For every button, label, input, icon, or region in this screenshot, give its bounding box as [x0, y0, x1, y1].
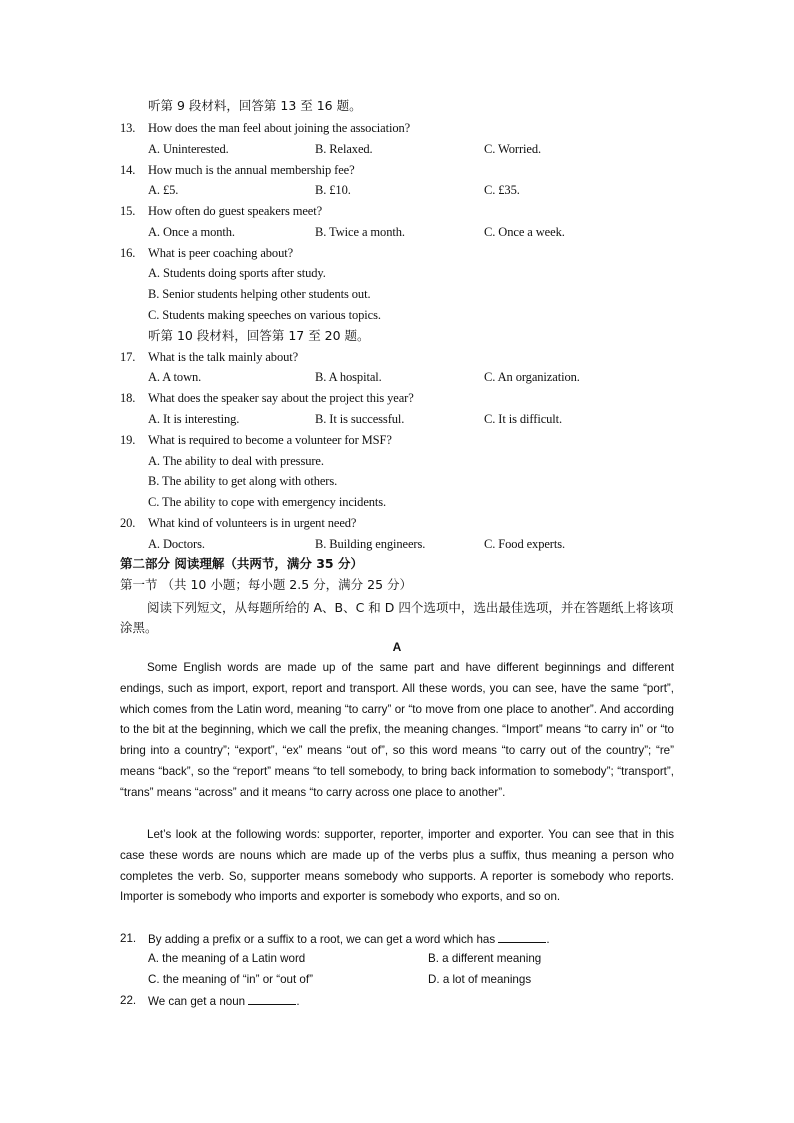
- question-17-option-c: C. An organization.: [484, 370, 580, 384]
- question-15-option-c: C. Once a week.: [484, 225, 565, 239]
- question-14-number: 14.: [120, 163, 136, 177]
- question-20-option-b: B. Building engineers.: [315, 537, 426, 551]
- question-13-option-a: A. Uninterested.: [148, 142, 229, 156]
- question-16-option-a: A. Students doing sports after study.: [148, 266, 326, 280]
- question-15-option-b: B. Twice a month.: [315, 225, 405, 239]
- question-21-option-c: C. the meaning of “in” or “out of”: [148, 973, 313, 986]
- question-21-option-a: A. the meaning of a Latin word: [148, 952, 306, 965]
- question-16-text: What is peer coaching about?: [148, 246, 294, 260]
- question-21-option-d: D. a lot of meanings: [428, 973, 532, 986]
- question-16-number: 16.: [120, 246, 136, 260]
- question-20-text: What kind of volunteers is in urgent need?: [148, 516, 357, 530]
- section1-title: 第一节 （共 10 小题；每小题 2.5 分，满分 25 分）: [120, 577, 413, 592]
- question-21-option-b: B. a different meaning: [428, 952, 542, 965]
- question-17-option-a: A. A town.: [148, 370, 202, 384]
- question-17-number: 17.: [120, 350, 136, 364]
- question-22-number: 22.: [120, 994, 137, 1007]
- question-21-text: By adding a prefix or a suffix to a root, we can get a word which has: [148, 933, 496, 946]
- question-13-option-c: C. Worried.: [484, 142, 542, 156]
- question-15-option-a: A. Once a month.: [148, 225, 235, 239]
- question-13-option-b: B. Relaxed.: [315, 142, 373, 156]
- passage-letter: A: [392, 640, 402, 654]
- question-14-option-c: C. £35.: [484, 183, 520, 197]
- question-15-number: 15.: [120, 204, 136, 218]
- question-18-option-b: B. It is successful.: [315, 412, 405, 426]
- question-19-option-a: A. The ability to deal with pressure.: [148, 454, 324, 468]
- question-13-number: 13.: [120, 121, 136, 135]
- question-16-option-b: B. Senior students helping other students out.: [148, 287, 371, 301]
- question-13-text: How does the man feel about joining the association?: [148, 121, 411, 135]
- question-22-stem: [148, 993, 300, 1010]
- part2-title: 第二部分 阅读理解（共两节，满分 35 分）: [120, 556, 363, 571]
- question-18-text: What does the speaker say about the project this year?: [148, 391, 414, 405]
- question-20-number: 20.: [120, 516, 136, 530]
- question-18-option-a: A. It is interesting.: [148, 412, 240, 426]
- question-14-option-a: A. £5.: [148, 183, 179, 197]
- question-19-option-c: C. The ability to cope with emergency incidents.: [148, 495, 387, 509]
- question-19-number: 19.: [120, 433, 136, 447]
- question-17-text: What is the talk mainly about?: [148, 350, 299, 364]
- question-15-text: How often do guest speakers meet?: [148, 204, 323, 218]
- question-19-option-b: B. The ability to get along with others.: [148, 474, 338, 488]
- question-21-end: .: [546, 933, 550, 946]
- question-21-stem: [148, 931, 550, 948]
- question-20-option-a: A. Doctors.: [148, 537, 205, 551]
- question-18-option-c: C. It is difficult.: [484, 412, 563, 426]
- question-21-blank: [498, 931, 546, 943]
- listening-block-9-intro: 听第 9 段材料，回答第 13 至 16 题。: [148, 98, 362, 113]
- question-22-text: We can get a noun: [148, 995, 246, 1008]
- question-16-option-c: C. Students making speeches on various topics.: [148, 308, 381, 322]
- question-19-text: What is required to become a volunteer for MSF?: [148, 433, 392, 447]
- passage-paragraph-1: Some English words are made up of the same part and have different beginnings and different endings, such as import, export, report and transport. All these words, you can see, have the same “port”, which comes from the Latin word, meaning “to carry” or “to move from one place to another”. And according to the bit at the beginning, which we call the prefix, the meaning changes. “Import” means “to carry in” or “to bring into a country”; “export”, “ex” means “out of”, so this word means “to carry out of the country”; “re” means “back”, so the “report” means “to tell somebody, to bring back information to somebody”; “transport”, “trans” means “across” and it means “to carry across one place to another”.: [120, 661, 674, 799]
- reading-instructions: 阅读下列短文，从每题所给的 A、B、C 和 D 四个选项中，选出最佳选项，并在答题纸上将该项涂黑。: [120, 600, 674, 635]
- question-18-number: 18.: [120, 391, 136, 405]
- question-22-end: .: [296, 995, 300, 1008]
- question-17-option-b: B. A hospital.: [315, 370, 382, 384]
- question-20-option-c: C. Food experts.: [484, 537, 566, 551]
- question-14-text: How much is the annual membership fee?: [148, 163, 355, 177]
- question-21-number: 21.: [120, 932, 137, 945]
- listening-block-10-intro: 听第 10 段材料，回答第 17 至 20 题。: [148, 328, 370, 343]
- passage-paragraph-2: Let’s look at the following words: supporter, reporter, importer and exporter. You can see that in this case these words are nouns which are made up of the verbs plus a suffix, thus meaning a person who completes the verb. So, supporter means somebody who supports. A reporter is somebody who reports. Importer is somebody who imports and exporter is somebody who exports, and so on.: [120, 828, 674, 904]
- question-14-option-b: B. £10.: [315, 183, 351, 197]
- question-22-blank: [248, 993, 296, 1005]
